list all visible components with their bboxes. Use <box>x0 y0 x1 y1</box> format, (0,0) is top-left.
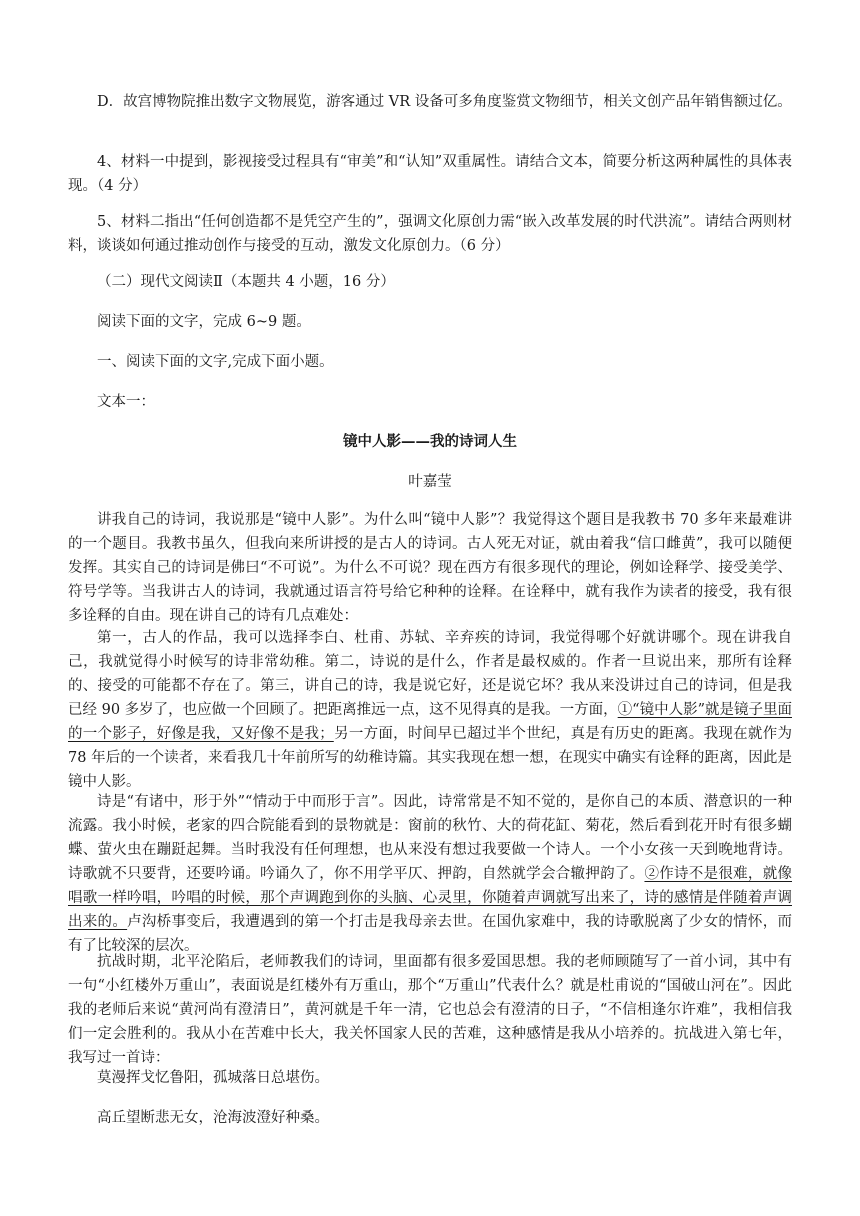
instruction-2-text: 一、阅读下面的文字,完成下面小题。 <box>97 354 334 370</box>
article-author: 叶嘉莹 <box>408 474 452 490</box>
article-title-block <box>68 430 792 454</box>
section-2-heading: （二）现代文阅读Ⅱ（本题共 4 小题，16 分） <box>97 274 395 290</box>
article-paragraph-4 <box>68 950 792 1070</box>
instruction-2 <box>68 350 792 374</box>
paragraph-2-part-a: 第一，古人的作品，我可以选择李白、杜甫、苏轼、辛弃疾的诗词，我觉得哪个好就讲哪个。现在讲我自己，我就觉得小时候写的诗非常幼稚。第二，诗说的是什么，作者是最权威的。作者一旦说出来，那所有诠释的、接受的可能都不存在了。第三，讲自己的诗，我是说它好，还是说它坏？我从来没讲过自己的诗词，但是我已经 90 多岁了，也应做一个回顾了。把距离推远一点，这不见得真的是我。一方面， <box>68 630 792 718</box>
paragraph-2-text <box>68 626 792 794</box>
poem-line-2-block <box>68 1106 792 1130</box>
poem-line-1-block <box>68 1066 792 1090</box>
option-d-text: D．故宫博物院推出数字文物展览，游客通过 VR 设备可多角度鉴赏文物细节，相关文创产品年销售额过亿。 <box>97 94 792 110</box>
section-heading <box>68 270 792 294</box>
text-label <box>68 390 792 414</box>
question-4 <box>68 150 792 198</box>
instruction-1-text: 阅读下面的文字，完成 6~9 题。 <box>97 314 311 330</box>
paragraph-3-part-b: 卢沟桥事变后，我遭遇到的第一个打击是我母亲去世。在国仇家难中，我的诗歌脱离了少女的情怀，而有了比较深的层次。 <box>68 914 792 954</box>
underlined-sentence-1: ①“镜中人影”就是镜子里面的一个影子，好像是我，又好像不是我； <box>68 702 792 742</box>
paragraph-3-text <box>68 790 792 958</box>
question-5 <box>68 210 792 258</box>
article-title: 镜中人影——我的诗词人生 <box>343 433 517 450</box>
article-paragraph-3 <box>68 790 792 958</box>
paragraph-4-text: 抗战时期，北平沦陷后，老师教我们的诗词，里面都有很多爱国思想。我的老师顾随写了一首小词，其中有一句“小红楼外万重山”，表面说是红楼外有万重山，那个“万重山”代表什么？就是杜甫说的“国破山河在”。因此我的老师后来说“黄河尚有澄清日”，黄河就是千年一清，它也总会有澄清的日子，“不信相逢尔许难”，我相信我们一定会胜利的。我从小在苦难中长大，我关怀国家人民的苦难，这种感情是我从小培养的。抗战进入第七年，我写过一首诗： <box>68 954 792 1066</box>
poem-line-2: 高丘望断悲无女，沧海波澄好种桑。 <box>97 1110 329 1126</box>
paragraph-2-part-b: 另一方面，时间早已超过半个世纪，真是有历史的距离。我现在就作为 78 年后的一个读者，来看我几十年前所写的幼稚诗篇。其实我现在想一想，在现实中确实有诠释的距离，因此是镜中人影。 <box>68 726 792 790</box>
article-paragraph-1 <box>68 508 792 628</box>
article-author-block <box>68 470 792 494</box>
question-4-text: 4、材料一中提到，影视接受过程具有“审美”和“认知”双重属性。请结合文本，简要分析这两种属性的具体表现。（4 分） <box>68 154 792 194</box>
question-5-text: 5、材料二指出“任何创造都不是凭空产生的”，强调文化原创力需“嵌入改革发展的时代洪流”。请结合两则材料，谈谈如何通过推动创作与接受的互动，激发文化原创力。（6 分） <box>68 214 792 254</box>
paragraph-1-text: 讲我自己的诗词，我说那是“镜中人影”。为什么叫“镜中人影”？我觉得这个题目是我教书 70 多年来最难讲的一个题目。我教书虽久，但我向来所讲授的是古人的诗词。古人死无对证，就由着我“信口雌黄”，我可以随便发挥。其实自己的诗词是佛曰“不可说”。为什么不可说？现在西方有很多现代的理论，例如诠释学、接受美学、符号学等。当我讲古人的诗词，我就通过语言符号给它种种的诠释。在诠释中，就有我作为读者的接受，我有很多诠释的自由。现在讲自己的诗有几点难处： <box>68 512 792 624</box>
article-paragraph-2 <box>68 626 792 794</box>
text-label-text: 文本一： <box>97 394 155 410</box>
underlined-sentence-2: ②作诗不是很难，就像唱歌一样吟唱，吟唱的时候，那个声调跑到你的头脑、心灵里，你随着声调就写出来了，诗的感情是伴随着声调出来的。 <box>68 866 792 930</box>
poem-line-1: 莫漫挥戈忆鲁阳，孤城落日总堪伤。 <box>97 1070 329 1086</box>
instruction-1 <box>68 310 792 334</box>
option-d <box>68 90 792 114</box>
paragraph-3-part-a: 诗是“有诸中，形于外”“情动于中而形于言”。因此，诗常常是不知不觉的，是你自己的本质、潜意识的一种流露。我小时候，老家的四合院能看到的景物就是：窗前的秋竹、大的荷花缸、菊花，然后看到花开时有很多蝴蝶、萤火虫在蹦跹起舞。当时我没有任何理想，也从来没有想过我要做一个诗人。一个小女孩一天到晚地背诗。诗歌就不只要背，还要吟诵。吟诵久了，你不用学平仄、押韵，自然就学会合辙押韵了。 <box>68 794 792 882</box>
